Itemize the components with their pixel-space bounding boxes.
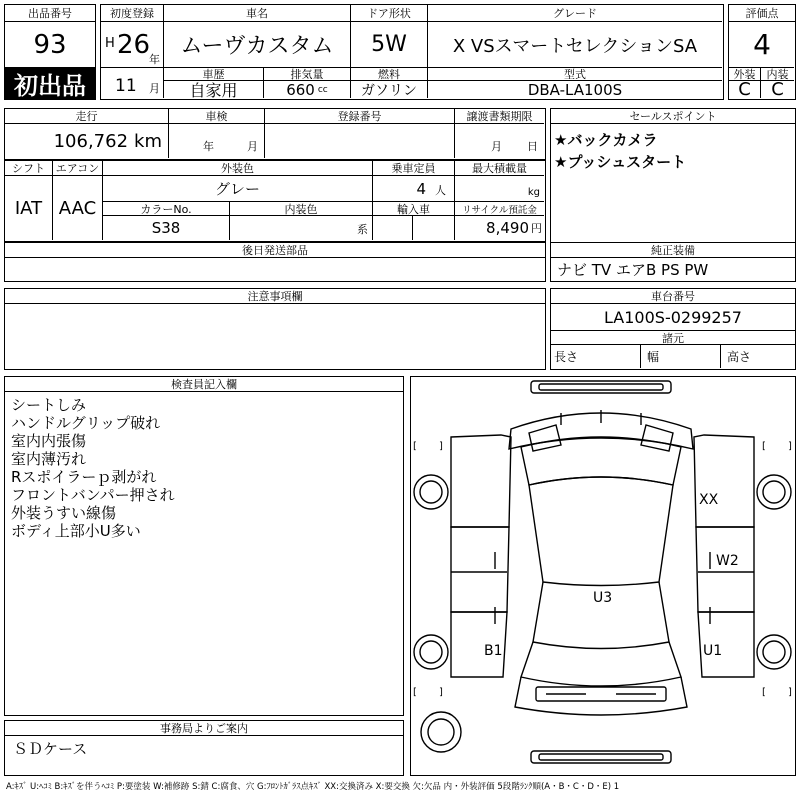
svg-text:[: [ <box>762 687 766 698</box>
int-color-unit: 系 <box>357 223 368 236</box>
import-cell <box>373 216 413 240</box>
first-reg-label: 初度登録 <box>101 5 164 22</box>
reg-year: 26 <box>117 30 151 60</box>
capacity-label: 乗車定員 <box>373 161 455 176</box>
inspector-note-7: 外装うすい線傷 <box>11 504 117 522</box>
car-name-label: 車名 <box>164 5 351 22</box>
sales-points-label: セールスポイント <box>551 109 795 124</box>
reg-number-cell <box>265 124 455 158</box>
spec-section <box>4 160 546 242</box>
office-note: ＳＤケース <box>13 740 88 758</box>
notes-label: 注意事項欄 <box>5 289 545 304</box>
interior-grade: C <box>771 81 784 98</box>
year-unit: 年 <box>149 53 160 66</box>
inspection-cell <box>169 124 265 158</box>
svg-text:[: [ <box>762 441 766 452</box>
chassis-label: 車台番号 <box>551 289 795 304</box>
displacement-unit: cc <box>317 84 328 95</box>
car-name: ムーヴカスタム <box>164 22 351 67</box>
interior-label: 内装 <box>761 67 794 81</box>
door-label: ドア形状 <box>351 5 428 22</box>
exterior-grade: C <box>729 81 761 98</box>
exterior-label: 外装 <box>729 67 761 81</box>
mark-u3: U3 <box>593 590 613 606</box>
inspector-note-6: フロントバンパー押され <box>11 486 175 504</box>
history-label: 車歴 <box>164 67 264 81</box>
doc-deadline-cell <box>455 124 544 158</box>
capacity: 4 <box>416 180 426 198</box>
insp-month-unit: 月 <box>247 140 258 153</box>
reg-number-label: 登録番号 <box>265 109 455 124</box>
max-load-label: 最大積載量 <box>455 161 544 176</box>
sales-point-1: ★バックカメラ <box>554 131 658 149</box>
mark-b1: B1 <box>484 643 503 659</box>
fuel: ガソリン <box>351 81 428 98</box>
dims-label: 諸元 <box>551 330 795 345</box>
ext-color: グレー <box>103 176 373 202</box>
inspector-section <box>4 376 404 716</box>
air-conditioner: AAC <box>53 176 103 240</box>
import-cell-2 <box>413 216 455 240</box>
mileage-cell <box>5 124 169 158</box>
score-label: 評価点 <box>729 5 795 22</box>
notes-section <box>4 288 546 370</box>
svg-text:]: ] <box>439 441 443 452</box>
displacement: 660 <box>286 81 315 98</box>
office-label: 事務局よりご案内 <box>5 721 403 736</box>
sales-point-2: ★プッシュスタート <box>554 153 687 171</box>
sales-points-section <box>550 108 796 244</box>
length-label: 長さ <box>551 345 641 368</box>
doc-day-unit: 日 <box>527 140 538 153</box>
color-no: S38 <box>103 216 230 240</box>
int-color-label: 内装色 <box>230 202 373 216</box>
inspector-note-8: ボディ上部小U多い <box>11 522 141 540</box>
svg-text:[: [ <box>413 441 417 452</box>
import-label: 輸入車 <box>373 202 455 216</box>
later-parts-section <box>4 242 546 282</box>
grade-label: グレード <box>428 5 722 22</box>
month-unit: 月 <box>149 82 160 95</box>
recycle-unit: 円 <box>531 222 542 235</box>
mark-u1: U1 <box>703 643 723 659</box>
reg-month: 11 <box>115 76 137 96</box>
svg-text:]: ] <box>439 687 443 698</box>
shift: IAT <box>5 176 53 240</box>
mark-xx: XX <box>699 492 719 508</box>
width-label: 幅 <box>641 345 721 368</box>
car-diagram <box>410 376 796 776</box>
insp-year-unit: 年 <box>203 140 214 153</box>
inspector-note-5: Rスポイラーｐ剥がれ <box>11 468 157 486</box>
genuine-section <box>550 242 796 282</box>
history: 自家用 <box>164 81 264 98</box>
genuine-equipment: ナビ TV エアB PS PW <box>557 260 709 279</box>
inspector-note-4: 室内薄汚れ <box>11 450 87 468</box>
mileage-section <box>4 108 546 160</box>
inspector-label: 検査員記入欄 <box>5 377 403 392</box>
mileage-unit: km <box>134 130 162 152</box>
score-box <box>728 4 796 100</box>
int-color-cell <box>230 216 373 240</box>
displacement-label: 排気量 <box>264 67 351 81</box>
recycle-label: リサイクル預託金 <box>455 202 544 216</box>
fuel-label: 燃料 <box>351 67 428 81</box>
inspector-note-2: ハンドルグリップ破れ <box>11 414 161 432</box>
model-label: 型式 <box>428 67 722 81</box>
inspection-label: 車検 <box>169 109 265 124</box>
height-label: 高さ <box>727 350 752 364</box>
score: 4 <box>753 28 771 61</box>
genuine-label: 純正装備 <box>551 243 795 258</box>
recycle-fee: 8,490 <box>486 219 529 237</box>
chassis-section <box>550 288 796 370</box>
doc-deadline-label: 譲渡書類期限 <box>455 109 544 124</box>
legend-text: A:ｷｽﾞ U:ﾍｺﾐ B:ｷｽﾞを伴うﾍｺﾐ P:要塗装 W:補修跡 S:錆 C:腐食、穴 G:ﾌﾛﾝﾄｶﾞﾗｽ点ｷｽﾞ XX:交換済み X:要交換 欠:欠品 内・外装評価 5段階ﾗﾝｸ順(A・B・C・D・E) 1 <box>6 782 620 792</box>
first-listing-badge: 初出品 <box>5 67 95 99</box>
vehicle-header <box>100 4 724 100</box>
max-load-cell <box>455 176 544 202</box>
svg-text:]: ] <box>788 687 792 698</box>
mark-w2: W2 <box>716 553 739 569</box>
ext-color-label: 外装色 <box>103 161 373 176</box>
door-type: 5W <box>351 22 428 67</box>
month-cell <box>101 67 164 98</box>
office-section <box>4 720 404 776</box>
model: DBA-LA100S <box>527 81 623 98</box>
ac-label: エアコン <box>53 161 103 176</box>
color-no-label: カラーNo. <box>103 202 230 216</box>
lot-number: 93 <box>33 29 67 60</box>
grade: X VSスマートセレクションSA <box>452 35 698 57</box>
displacement-cell <box>264 81 351 98</box>
capacity-unit: 人 <box>435 184 446 197</box>
first-reg-value <box>101 22 164 67</box>
inspector-note-1: シートしみ <box>11 396 87 414</box>
doc-month-unit: 月 <box>491 140 502 153</box>
capacity-cell <box>373 176 455 202</box>
chassis-number: LA100S-0299257 <box>604 307 742 327</box>
lot-box <box>4 4 96 100</box>
lot-label: 出品番号 <box>5 5 95 22</box>
car-outline-diagram <box>411 377 794 774</box>
shift-label: シフト <box>5 161 53 176</box>
svg-text:]: ] <box>788 441 792 452</box>
era: H <box>105 36 115 51</box>
later-parts-label: 後日発送部品 <box>5 243 545 258</box>
load-unit: kg <box>527 187 540 198</box>
recycle-cell <box>455 216 544 240</box>
inspector-note-3: 室内内張傷 <box>11 432 87 450</box>
svg-text:[: [ <box>413 687 417 698</box>
mileage-label: 走行 <box>5 109 169 124</box>
mileage: 106,762 <box>53 130 129 152</box>
